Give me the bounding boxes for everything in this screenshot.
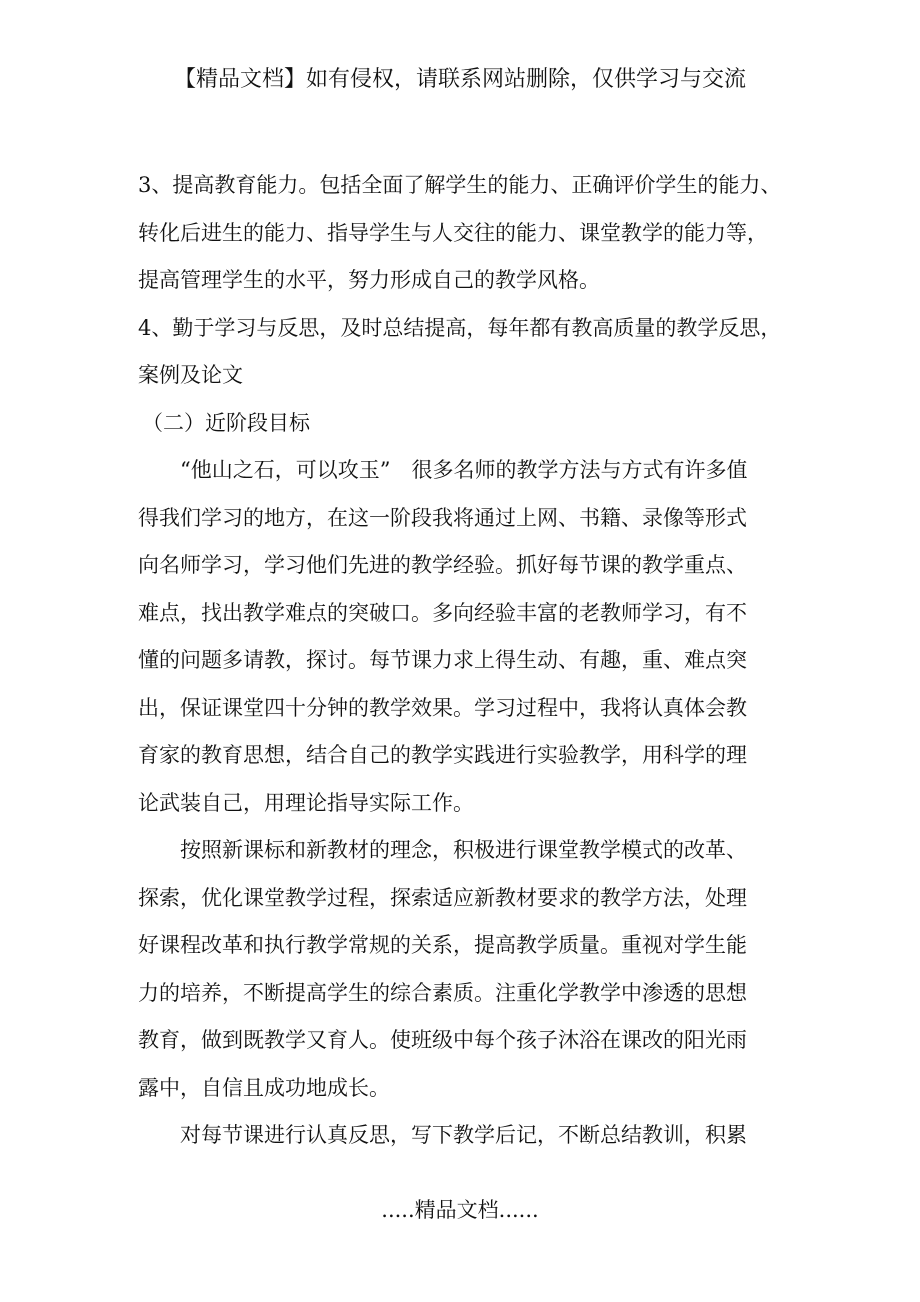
body-line: 露中，自信且成功地成长。: [138, 1075, 390, 1100]
body-line: 力的培养，不断提高学生的综合素质。注重化学教学中渗透的思想: [138, 980, 747, 1005]
body-line: 4、勤于学习与反思，及时总结提高，每年都有教高质量的教学反思，: [138, 315, 782, 340]
paragraph-start-line: 对每节课进行认真反思，写下教学后记，不断总结教训，积累: [180, 1123, 747, 1147]
body-line: 论武装自己，用理论指导实际工作。: [138, 790, 474, 815]
page-header: 【精品文档】如有侵权，请联系网站删除，仅供学习与交流: [173, 67, 746, 92]
paragraph-start-line: “他山之石，可以攻玉” 很多名师的教学方法与方式有许多值: [180, 458, 748, 482]
body-line: 好课程改革和执行教学常规的关系，提高教学质量。重视对学生能: [138, 933, 747, 957]
page-footer: .....精品文档......: [381, 1198, 539, 1222]
body-line: 转化后进生的能力、指导学生与人交往的能力、课堂教学的能力等，: [138, 220, 768, 245]
body-line: 探索，优化课堂教学过程，探索适应新教材要求的教学方法，处理: [138, 885, 747, 910]
body-line: 案例及论文: [138, 363, 243, 387]
body-line: 得我们学习的地方，在这一阶段我将通过上网、书籍、录像等形式: [138, 505, 747, 530]
body-line: 向名师学习，学习他们先进的教学经验。抓好每节课的教学重点、: [138, 553, 747, 577]
body-line: 出，保证课堂四十分钟的教学效果。学习过程中，我将认真体会教: [138, 695, 747, 720]
section-heading: （二）近阶段目标: [142, 410, 310, 435]
document-body: [138, 162, 798, 1160]
body-line: 育家的教育思想，结合自己的教学实践进行实验教学，用科学的理: [138, 743, 747, 767]
body-line: 3、提高教育能力。包括全面了解学生的能力、正确评价学生的能力、: [138, 173, 782, 197]
body-line: 提高管理学生的水平，努力形成自己的教学风格。: [138, 268, 600, 292]
paragraph-start-line: 按照新课标和新教材的理念，积极进行课堂教学模式的改革、: [180, 838, 747, 862]
body-line: 教育，做到既教学又育人。使班级中每个孩子沐浴在课改的阳光雨: [138, 1028, 747, 1052]
body-line: 懂的问题多请教，探讨。每节课力求上得生动、有趣，重、难点突: [138, 648, 747, 672]
body-line: 难点，找出教学难点的突破口。多向经验丰富的老教师学习，有不: [138, 600, 747, 625]
